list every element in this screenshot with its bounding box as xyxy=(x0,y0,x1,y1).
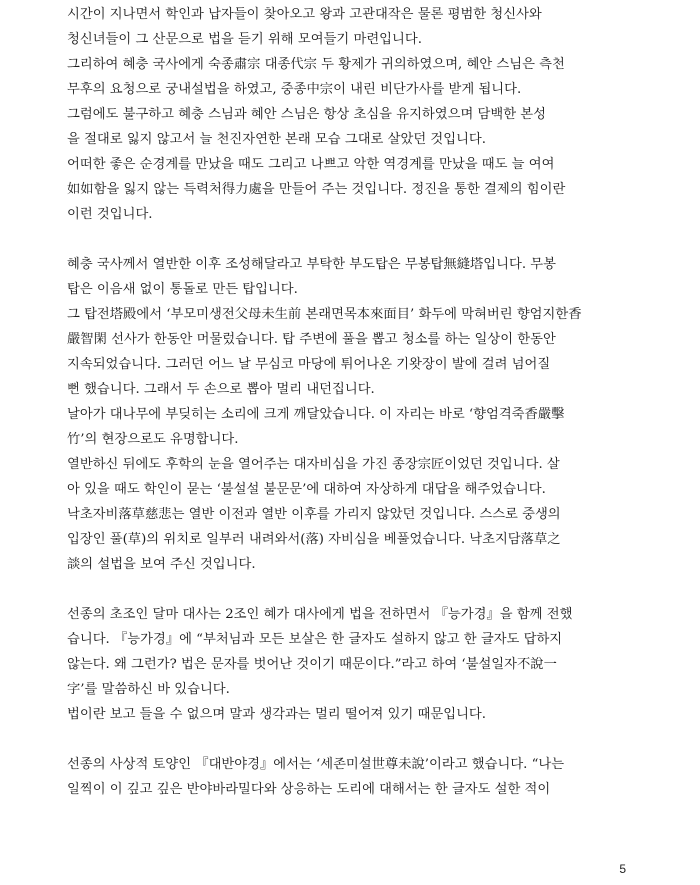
text-line: 일찍이 이 깊고 깊은 반야바라밀다와 상응하는 도리에 대해서는 한 글자도 설한 적이 xyxy=(67,782,551,797)
text-line: 뻔 했습니다. 그래서 두 손으로 뽑아 멀리 내던집니다. xyxy=(67,382,375,397)
text-line: 어떠한 좋은 순경계를 만났을 때도 그리고 나쁘고 악한 역경계를 만났을 때도 늘 여여 xyxy=(67,157,555,172)
document-body xyxy=(67,0,582,802)
paragraph-gap xyxy=(67,727,567,752)
text-line: 그리하여 혜충 국사에게 숙종肅宗 대종代宗 두 황제가 귀의하였으며, 혜안 스님은 측천 xyxy=(67,57,565,72)
text-line: 竹’의 현장으로도 유명합니다. xyxy=(67,432,239,447)
text-line: 談의 설법을 보여 주신 것입니다. xyxy=(67,557,256,572)
text-line: 그럼에도 불구하고 혜충 스님과 혜안 스님은 항상 초심을 유지하였으며 담백한 본성 xyxy=(67,107,546,122)
paragraph-4 xyxy=(67,752,567,802)
text-line: 아 있을 때도 학인이 묻는 ‘불설설 불문문’에 대하여 자상하게 대답을 해주었습니다. xyxy=(67,482,546,497)
text-line: 字’를 말씀하신 바 있습니다. xyxy=(67,682,230,697)
paragraph-gap xyxy=(67,227,567,252)
text-line: 如如함을 잃지 않는 득력처得力處을 만들어 주는 것입니다. 정진을 통한 결제의 힘이란 xyxy=(67,182,566,197)
text-line: 청신녀들이 그 산문으로 법을 듣기 위해 모여들기 마련입니다. xyxy=(67,32,422,47)
text-line: 嚴智閑 선사가 한동안 머물렀습니다. 탑 주변에 풀을 뽑고 청소를 하는 일상이 한동안 xyxy=(67,332,556,347)
text-line: 열반하신 뒤에도 후학의 눈을 열어주는 대자비심을 가진 종장宗匠이었던 것입니다. 살 xyxy=(67,457,560,472)
text-line: 입장인 풀(草)의 위치로 일부러 내려와서(落) 자비심을 베풀었습니다. 낙초지담落草之 xyxy=(67,532,561,547)
text-line: 무후의 요청으로 궁내설법을 하였고, 중종中宗이 내린 비단가사를 받게 됩니다. xyxy=(67,82,522,97)
paragraph-1 xyxy=(67,0,567,227)
text-line: 법이란 보고 들을 수 없으며 말과 생각과는 멀리 떨어져 있기 때문입니다. xyxy=(67,707,486,722)
text-line: 습니다. 『능가경』에 “부처님과 모든 보살은 한 글자도 설하지 않고 한 글자도 답하지 xyxy=(67,632,563,647)
text-line: 선종의 초조인 달마 대사는 2조인 혜가 대사에게 법을 전하면서 『능가경』을 함께 전했 xyxy=(67,607,573,622)
text-line: 선종의 사상적 토양인 『대반야경』에서는 ‘세존미설世尊未說’이라고 했습니다. “나는 xyxy=(67,757,565,772)
paragraph-3 xyxy=(67,602,573,727)
text-line: 날아가 대나무에 부딪히는 소리에 크게 깨달았습니다. 이 자리는 바로 ‘향엄격죽香嚴擊 xyxy=(67,407,565,422)
text-line: 않는다. 왜 그런가? 법은 문자를 벗어난 것이기 때문이다.”라고 하여 ‘불설일자不說一 xyxy=(67,657,557,672)
text-line: 탑은 이음새 없이 통돌로 만든 탑입니다. xyxy=(67,282,298,297)
text-line: 혜충 국사께서 열반한 이후 조성해달라고 부탁한 부도탑은 무봉탑無縫塔입니다. 무봉 xyxy=(67,257,556,272)
paragraph-gap xyxy=(67,577,567,602)
text-line: 시간이 지나면서 학인과 납자들이 찾아오고 왕과 고관대작은 물론 평범한 청신사와 xyxy=(67,7,542,22)
text-line: 그 탑전塔殿에서 ‘부모미생전父母未生前 본래면목本來面目’ 화두에 막혀버린 향엄지한香 xyxy=(67,307,582,322)
text-line: 낙초자비落草慈悲는 열반 이전과 열반 이후를 가리지 않았던 것입니다. 스스로 중생의 xyxy=(67,507,561,522)
text-line: 을 절대로 잃지 않고서 늘 천진자연한 본래 모습 그대로 살았던 것입니다. xyxy=(67,132,486,147)
paragraph-2 xyxy=(67,252,582,577)
text-line: 이런 것입니다. xyxy=(67,207,153,222)
text-line: 지속되었습니다. 그러던 어느 날 무심코 마당에 튀어나온 기왓장이 발에 걸려 넘어질 xyxy=(67,357,551,372)
page-number: 5 xyxy=(619,862,626,876)
